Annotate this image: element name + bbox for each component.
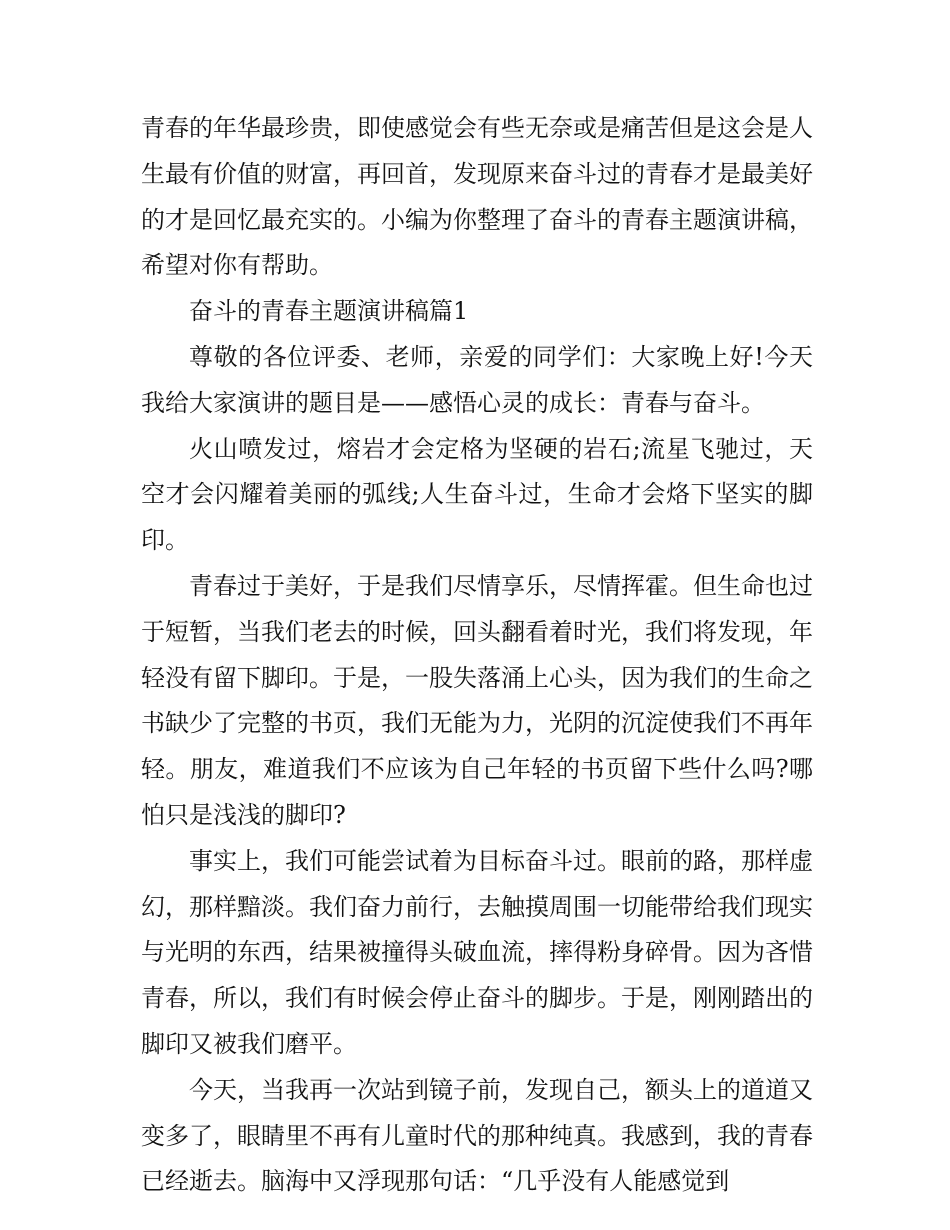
body-paragraph: 事实上，我们可能尝试着为目标奋斗过。眼前的路，那样虚幻，那样黯淡。我们奋力前行，去触摸周围一切能带给我们现实与光明的东西，结果被撞得头破血流，摔得粉身碎骨。因为吝惜青春，所以，我们有时候会停止奋斗的脚步。于是，刚刚踏出的脚印又被我们磨平。 xyxy=(141,846,813,1058)
greeting-paragraph: 尊敬的各位评委、老师，亲爱的同学们：大家晚上好!今天我给大家演讲的题目是——感悟心灵的成长：青春与奋斗。 xyxy=(141,342,813,417)
body-paragraph: 火山喷发过，熔岩才会定格为坚硬的岩石;流星飞驰过，天空才会闪耀着美丽的弧线;人生奋斗过，生命才会烙下坚实的脚印。 xyxy=(141,434,813,555)
document-page xyxy=(141,106,813,1205)
section-heading: 奋斗的青春主题演讲稿篇1 xyxy=(189,297,469,326)
intro-paragraph: 青春的年华最珍贵，即使感觉会有些无奈或是痛苦但是这会是人生最有价值的财富，再回首，发现原来奋斗过的青春才是最美好的才是回忆最充实的。小编为你整理了奋斗的青春主题演讲稿，希望对你有帮助。 xyxy=(141,114,813,280)
body-paragraph: 青春过于美好，于是我们尽情享乐，尽情挥霍。但生命也过于短暂，当我们老去的时候，回头翻看着时光，我们将发现，年轻没有留下脚印。于是，一股失落涌上心头，因为我们的生命之书缺少了完整的书页，我们无能为力，光阴的沉淀使我们不再年轻。朋友，难道我们不应该为自己年轻的书页留下些什么吗?哪怕只是浅浅的脚印? xyxy=(141,571,813,829)
body-paragraph: 今天，当我再一次站到镜子前，发现自己，额头上的道道又变多了，眼睛里不再有儿童时代的那种纯真。我感到，我的青春已经逝去。脑海中又浮现那句话：“几乎没有人能感觉到 xyxy=(141,1075,813,1196)
